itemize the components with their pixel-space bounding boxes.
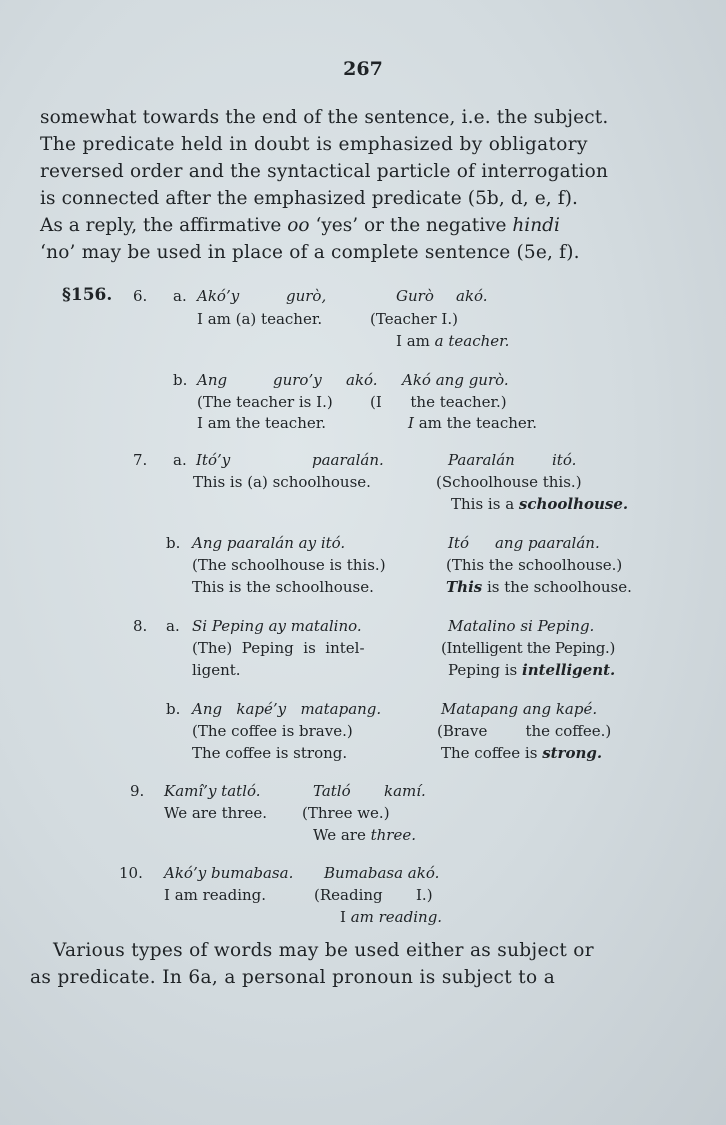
- free-translation: [446, 578, 632, 596]
- tagalog-word: Itó: [448, 534, 469, 552]
- tagalog-word: Tatló: [313, 782, 351, 800]
- tagalog-word: akó.: [456, 287, 488, 305]
- intro-line-2: The predicate held in doubt is emphasized by obligatory: [40, 134, 588, 155]
- emphasis: This: [446, 578, 483, 596]
- example-label: a.: [166, 617, 180, 635]
- tagalog-word: Ang: [197, 371, 228, 389]
- tagalog-word: itó.: [552, 451, 577, 469]
- tagalog-sentence: Ang paaralán ay itó.: [192, 534, 346, 552]
- emphasis: three.: [370, 826, 416, 844]
- example-label: a.: [173, 287, 187, 305]
- tagalog-sentence: Matalino si Peping.: [448, 617, 595, 635]
- term-hindi: hindi: [512, 215, 560, 236]
- free-translation: [441, 744, 602, 762]
- translation-text: We are: [313, 826, 371, 844]
- intro-line-4: is connected after the emphasized predicate (5b, d, e, f).: [40, 188, 578, 209]
- emphasis: strong.: [542, 744, 603, 762]
- free-translation: The coffee is strong.: [192, 744, 348, 762]
- example-number: 9.: [130, 782, 145, 800]
- literal-translation: (Schoolhouse this.): [436, 473, 582, 491]
- example-number: 6.: [133, 287, 148, 305]
- emphasis: am reading.: [350, 908, 443, 926]
- tagalog-word: Itó’y: [196, 451, 231, 469]
- tagalog-sentence: Akó ang gurò.: [402, 371, 509, 389]
- translation-text: I am: [396, 332, 435, 350]
- tagalog-word: akó.: [346, 371, 378, 389]
- intro-text: ‘yes’ or the negative: [309, 215, 513, 236]
- literal-translation: ligent.: [192, 661, 241, 679]
- tagalog-word: ang paaralán.: [494, 534, 600, 552]
- tagalog-word: guro’y: [273, 371, 322, 389]
- outro-line-1: Various types of words may be used either as subject or: [53, 940, 594, 961]
- example-label: a.: [173, 451, 187, 469]
- tagalog-word: kamí.: [384, 782, 426, 800]
- page-number: 267: [343, 58, 383, 80]
- literal-translation: (The teacher is I.): [197, 393, 333, 411]
- example-number: 7.: [133, 451, 148, 469]
- tagalog-sentence: Si Peping ay matalino.: [192, 617, 362, 635]
- literal-translation: I am (a) teacher.: [197, 310, 323, 328]
- free-translation: [408, 414, 537, 432]
- literal-translation: (The) Peping is intel-: [192, 639, 365, 657]
- section-number: §156.: [62, 285, 113, 305]
- intro-text: As a reply, the affirmative: [40, 215, 288, 236]
- example-label: b.: [173, 371, 188, 389]
- tagalog-word: gurò,: [286, 287, 327, 305]
- translation-text: is the schoolhouse.: [482, 578, 632, 596]
- emphasis: schoolhouse.: [518, 495, 629, 513]
- free-translation: [448, 661, 615, 679]
- translation-text: I: [340, 908, 351, 926]
- example-label: b.: [166, 534, 181, 552]
- example-number: 8.: [133, 617, 148, 635]
- example-label: b.: [166, 700, 181, 718]
- tagalog-word: paaralán.: [312, 451, 384, 469]
- free-translation: This is the schoolhouse.: [192, 578, 374, 596]
- tagalog-sentence: [448, 534, 600, 552]
- literal-translation: (Intelligent the Peping.): [441, 639, 616, 657]
- translation-text: This is a: [451, 495, 519, 513]
- intro-line-3: reversed order and the syntactical particle of interrogation: [40, 161, 609, 182]
- literal-translation: (Reading I.): [314, 886, 433, 904]
- tagalog-sentence: Kamî’y tatló.: [164, 782, 261, 800]
- literal-translation: This is (a) schoolhouse.: [193, 473, 371, 491]
- literal-translation: We are three.: [164, 804, 267, 822]
- free-translation: [313, 826, 416, 844]
- literal-translation: (The schoolhouse is this.): [192, 556, 386, 574]
- emphasis: I: [408, 414, 414, 432]
- literal-translation: (Brave the coffee.): [437, 722, 612, 740]
- translation-text: The coffee is: [441, 744, 543, 762]
- tagalog-word: Paaralán: [448, 451, 515, 469]
- tagalog-sentence: Matapang ang kapé.: [441, 700, 598, 718]
- tagalog-word: Akó’y: [197, 287, 240, 305]
- intro-line-1: somewhat towards the end of the sentence, i.e. the subject.: [40, 107, 609, 128]
- tagalog-sentence: Ang kapé’y matapang.: [192, 700, 382, 718]
- free-translation: [396, 332, 509, 350]
- term-oo: oo: [287, 215, 310, 236]
- literal-translation: I am reading.: [164, 886, 267, 904]
- tagalog-sentence: Bumabasa akó.: [324, 864, 440, 882]
- literal-translation: (Teacher I.): [370, 310, 458, 328]
- free-translation: [340, 908, 442, 926]
- example-number: 10.: [119, 864, 143, 882]
- translation-text: am the teacher.: [413, 414, 538, 432]
- literal-translation: (Three we.): [302, 804, 390, 822]
- emphasis: intelligent.: [522, 661, 616, 679]
- literal-translation: (The coffee is brave.): [192, 722, 353, 740]
- intro-line-6: ‘no’ may be used in place of a complete sentence (5e, f).: [40, 242, 580, 263]
- free-translation: I am the teacher.: [197, 414, 327, 432]
- literal-translation: (This the schoolhouse.): [446, 556, 623, 574]
- outro-line-2: as predicate. In 6a, a personal pronoun is subject to a: [30, 967, 556, 988]
- translation-text: Peping is: [448, 661, 522, 679]
- free-translation: [451, 495, 628, 513]
- tagalog-sentence: Akó’y bumabasa.: [164, 864, 294, 882]
- emphasis: a teacher.: [434, 332, 510, 350]
- literal-translation: (I the teacher.): [370, 393, 507, 411]
- intro-line-5: [40, 212, 560, 239]
- tagalog-word: Gurò: [396, 287, 434, 305]
